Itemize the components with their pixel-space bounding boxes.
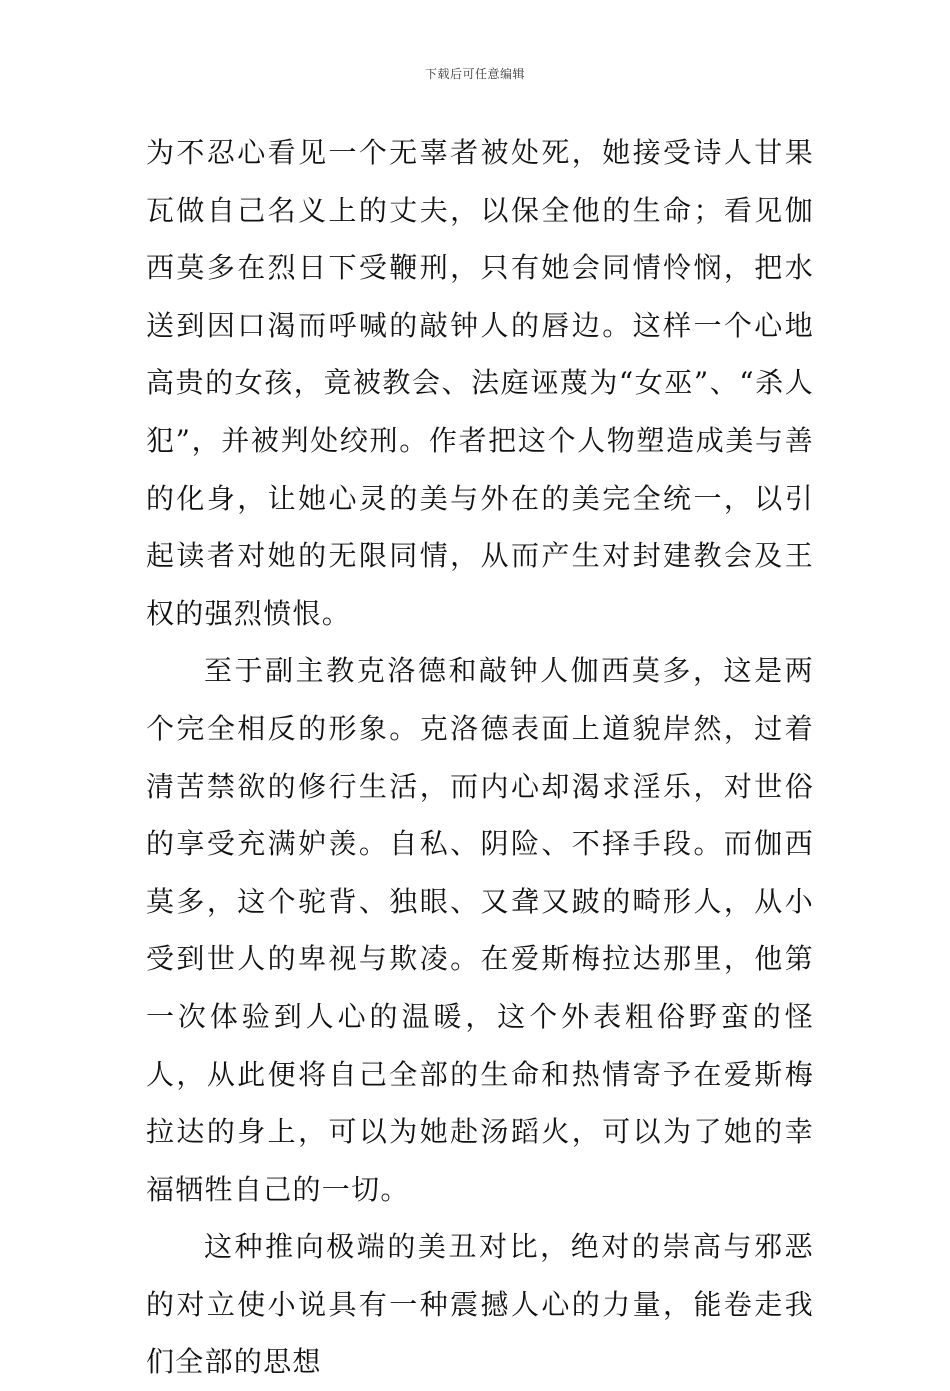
paragraph-3: 这种推向极端的美丑对比，绝对的崇高与邪恶的对立使小说具有一种震撼人心的力量，能卷走我们全部的思想 bbox=[146, 1230, 814, 1379]
document-body bbox=[146, 124, 814, 1391]
paragraph-2: 至于副主教克洛德和敲钟人伽西莫多，这是两个完全相反的形象。克洛德表面上道貌岸然，过着清苦禁欲的修行生活，而内心却渴求淫乐，对世俗的享受充满妒羡。自私、阴险、不择手段。而伽西莫多，这个驼背、独眼、又聋又跛的畸形人，从小受到世人的卑视与欺凌。在爱斯梅拉达那里，他第一次体验到人心的温暖，这个外表粗俗野蛮的怪人，从此便将自己全部的生命和热情寄予在爱斯梅拉达的身上，可以为她赴汤蹈火，可以为了她的幸福牺牲自己的一切。 bbox=[146, 654, 814, 1206]
page-header: 下载后可任意编辑 bbox=[424, 67, 525, 81]
paragraph-1: 为不忍心看见一个无辜者被处死，她接受诗人甘果瓦做自己名义上的丈夫，以保全他的生命；看见伽西莫多在烈日下受鞭刑，只有她会同情怜悯，把水送到因口渴而呼喊的敲钟人的唇边。这样一个心地高贵的女孩，竟被教会、法庭诬蔑为“女巫”、“杀人犯”，并被判处绞刑。作者把这个人物塑造成美与善的化身，让她心灵的美与外在的美完全统一，以引起读者对她的无限同情，从而产生对封建教会及王权的强烈愤恨。 bbox=[146, 136, 814, 630]
